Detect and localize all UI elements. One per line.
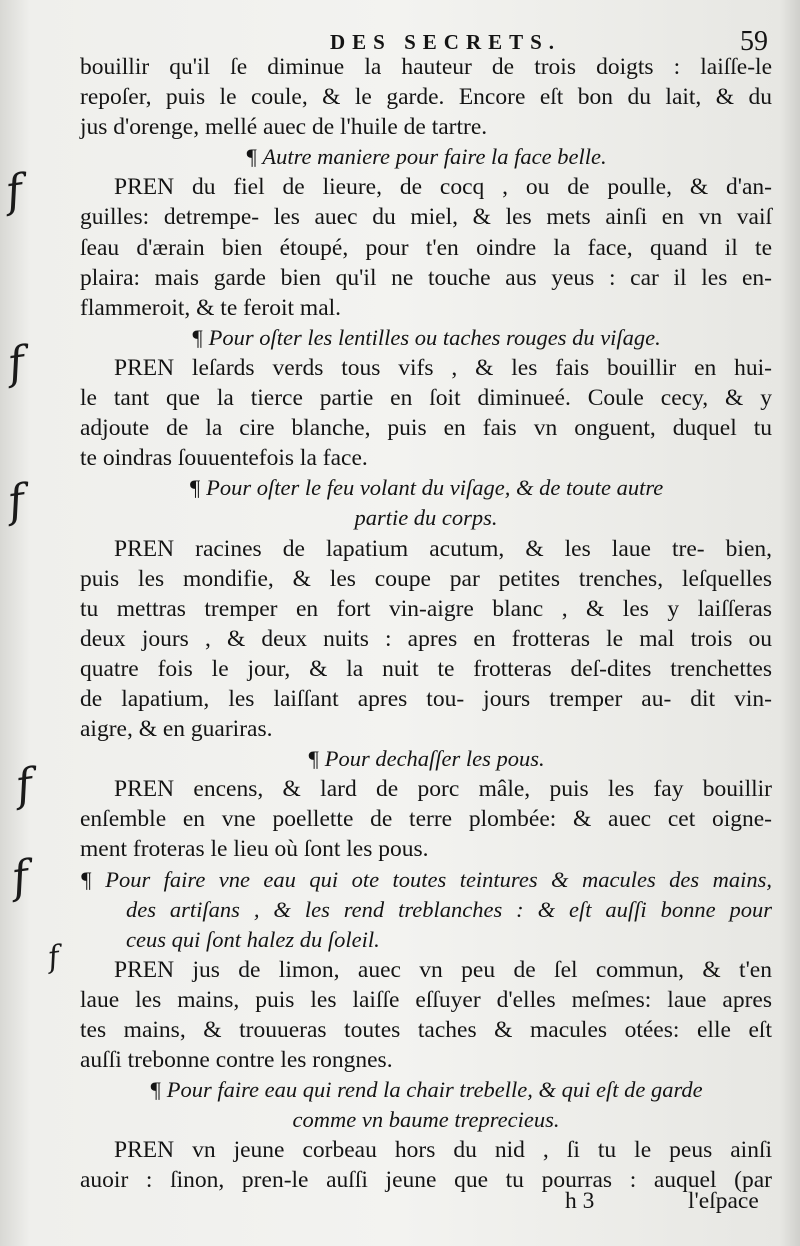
running-title: DES SECRETS.	[330, 30, 562, 54]
section-heading: ¶ Pour oſter le feu volant du viſage, & de toute autre	[188, 475, 664, 501]
paragraph-start: PREN leſards verds tous vifs , & les fais bouillir en hui-	[114, 354, 772, 381]
handwritten-mark: f	[4, 337, 28, 390]
text-line: adjoute de la cire blanche, puis en fais vn onguent, duquel tu	[80, 415, 772, 442]
section-heading: ¶ Pour dechaſſer les pous.	[307, 746, 545, 772]
text-line: repoſer, puis le coule, & le garde. Encore eſt bon du lait, & du	[80, 84, 772, 111]
section-heading: ¶ Pour faire vne eau qui ote toutes teintures & macules des mains,	[80, 866, 772, 892]
section-heading-continued: des artiſans , & les rend treblanches : & eſt auſſi bonne pour	[126, 896, 772, 922]
text-line: tes mains, & trouueras toutes taches & macules otées: elle eſt	[80, 1017, 772, 1043]
body-text	[80, 52, 772, 1196]
handwritten-mark: f	[4, 475, 28, 528]
text-line: ment froteras le lieu où ſont les pous.	[80, 836, 429, 863]
handwritten-mark: f	[8, 851, 32, 904]
text-line: de lapatium, les laiſſant apres tou- jours tremper au- dit vin-	[80, 685, 772, 712]
text-line: flammeroit, & te feroit mal.	[80, 294, 342, 321]
handwritten-mark: f	[12, 759, 36, 812]
page-number: 59	[740, 26, 768, 57]
page-footer	[0, 1184, 800, 1224]
text-line: te oindras ſouuentefois la face.	[80, 445, 368, 472]
text-line: jus d'orenge, mellé auec de l'huile de tartre.	[80, 114, 488, 141]
text-line: le tant que la tierce partie en ſoit diminueé. Coule cecy, & y	[80, 385, 772, 412]
margin-annotations	[0, 0, 80, 1246]
handwritten-mark: f	[2, 165, 26, 218]
paragraph-start: PREN jus de limon, auec vn peu de ſel commun, & t'en	[114, 956, 772, 983]
text-line: plaira: mais garde bien qu'il ne touche aus yeus : car il les en-	[80, 264, 772, 291]
text-line: tu mettras tremper en fort vin-aigre blanc , & les y laiſſeras	[80, 595, 772, 622]
paragraph-start: PREN racines de lapatium acutum, & les laue tre- bien,	[114, 535, 772, 562]
section-heading-continued: comme vn baume treprecieus.	[292, 1107, 560, 1133]
text-line: guilles: detrempe- les auec du miel, & les mets ainſi en vn vaiſ	[80, 204, 772, 231]
text-line: bouillir qu'il ſe diminue la hauteur de trois doigts : laiſſe-le	[80, 54, 772, 80]
section-heading-continued: ceus qui ſont halez du ſoleil.	[126, 926, 380, 952]
text-line: laue les mains, puis les laiſſe eſſuyer d'elles meſmes: laue apres	[80, 986, 772, 1013]
section-heading-continued: partie du corps.	[354, 505, 498, 531]
text-line: quatre fois le jour, & la nuit te frotteras deſ-dites trenchettes	[80, 655, 772, 682]
paragraph-start: PREN du fiel de lieure, de cocq , ou de poulle, & d'an-	[114, 174, 772, 201]
text-line: puis les mondifie, & les coupe par petites trenches, leſquelles	[80, 565, 772, 592]
section-heading: ¶ Pour oſter les lentilles ou taches rouges du viſage.	[191, 324, 661, 350]
text-line: aigre, & en guariras.	[80, 716, 273, 743]
text-line: auoir : ſinon, pren-le auſſi jeune que tu pourras : auquel (par	[80, 1167, 772, 1194]
text-line: ſeau d'ærain bien étoupé, pour t'en oindre la face, quand il te	[80, 234, 772, 261]
section-heading: ¶ Autre maniere pour faire la face belle.	[245, 144, 607, 170]
text-line: enſemble en vne poellette de terre plombée: & auec cet oigne-	[80, 806, 772, 833]
paragraph-start: PREN encens, & lard de porc mâle, puis les fay bouillir	[114, 776, 772, 803]
text-line: deux jours , & deux nuits : apres en frotteras le mal trois ou	[80, 625, 772, 652]
text-line: auſſi trebonne contre les rongnes.	[80, 1047, 393, 1074]
signature-mark: h 3	[565, 1188, 595, 1214]
section-heading: ¶ Pour faire eau qui rend la chair trebelle, & qui eſt de garde	[149, 1077, 703, 1103]
paragraph-start: PREN vn jeune corbeau hors du nid , ſi tu le peus ainſi	[114, 1137, 772, 1164]
handwritten-mark: f	[45, 939, 62, 976]
catchword: l'eſpace	[688, 1188, 759, 1214]
